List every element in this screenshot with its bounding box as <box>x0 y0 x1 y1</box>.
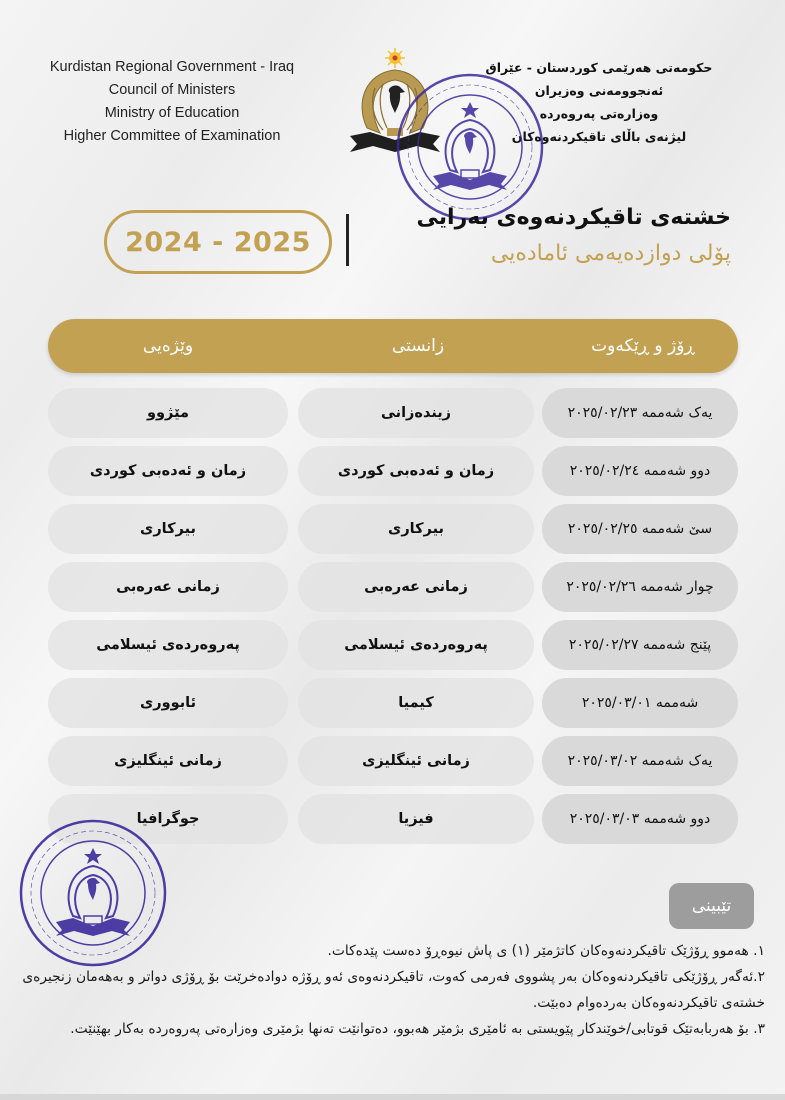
header-ku-line: حکومەتی هەرێمی کوردستان - عێراق <box>485 60 713 75</box>
table-row <box>48 388 738 446</box>
column-header-literary: وێژەیی <box>142 336 194 356</box>
table-row <box>48 678 738 736</box>
literary-subject-cell: پەروەردەی ئیسلامی <box>48 620 288 670</box>
literary-subject-cell: جوگرافیا <box>48 794 288 844</box>
title-block <box>361 200 731 272</box>
science-subject-cell: فیزیا <box>298 794 534 844</box>
page-subtitle: پۆلی دوازدەیەمی ئامادەیی <box>490 241 731 266</box>
science-subject-cell: پەروەردەی ئیسلامی <box>298 620 534 670</box>
date-cell: دوو شەممە ٢٠٢٥/٠٢/٢٤ <box>542 446 738 496</box>
literary-subject-cell: مێژوو <box>48 388 288 438</box>
column-header-science: زانستی <box>391 336 445 356</box>
page-title: خشتەی تاقیکردنەوەی بەرایی <box>416 205 731 230</box>
table-row <box>48 736 738 794</box>
science-subject-cell: بیرکاری <box>298 504 534 554</box>
table-row <box>48 446 738 504</box>
date-cell: چوار شەممە ٢٠٢٥/٠٢/٢٦ <box>542 562 738 612</box>
literary-subject-cell: بیرکاری <box>48 504 288 554</box>
table-row <box>48 620 738 678</box>
literary-subject-cell: زمانی ئینگلیزی <box>48 736 288 786</box>
note-item: ٣. بۆ هەربابەتێک قوتابی/خوێندکار پێویستی بە ئامێری بژمێر هەبوو، دەتوانێت تەنها بژمێری وەزارەتی پەروەردە بەکار بهێنێت. <box>70 1021 765 1037</box>
table-row <box>48 504 738 562</box>
header-ku-line: لیژنەی باڵای تاقیکردنەوەکان <box>511 129 687 144</box>
literary-subject-cell: ئابووری <box>48 678 288 728</box>
date-cell: پێنج شەممە ٢٠٢٥/٠٢/٢٧ <box>542 620 738 670</box>
header-en-line: Kurdistan Regional Government - Iraq <box>49 59 295 75</box>
bottom-bar <box>0 1094 785 1100</box>
note-item: ١. هەموو ڕۆژێک تاقیکردنەوەکان کاتژمێر (١) ی پاش نیوەڕۆ دەست پێدەکات. <box>327 943 765 959</box>
science-subject-cell: زمان و ئەدەبی کوردی <box>298 446 534 496</box>
date-cell: سێ شەممە ٢٠٢٥/٠٢/٢٥ <box>542 504 738 554</box>
notes-label: تێبینی <box>669 883 754 929</box>
table-row <box>48 562 738 620</box>
date-cell: دوو شەممە ٢٠٢٥/٠٣/٠٣ <box>542 794 738 844</box>
schedule-table-header <box>48 319 738 373</box>
literary-subject-cell: زمانی عەرەبی <box>48 562 288 612</box>
science-subject-cell: زمانی عەرەبی <box>298 562 534 612</box>
notes-list <box>5 938 765 1042</box>
header-en-line: Ministry of Education <box>104 105 240 121</box>
date-cell: یەک شەممە ٢٠٢٥/٠٣/٠٢ <box>542 736 738 786</box>
header-ku-line: وەزارەتی پەروەردە <box>539 106 659 121</box>
header-en-line: Council of Ministers <box>108 82 236 98</box>
literary-subject-cell: زمان و ئەدەبی کوردی <box>48 446 288 496</box>
title-divider <box>346 214 349 266</box>
date-cell: شەممە ٢٠٢٥/٠٣/٠١ <box>542 678 738 728</box>
column-header-date: ڕۆژ و ڕێکەوت <box>591 336 695 356</box>
date-cell: یەک شەممە ٢٠٢٥/٠٢/٢٣ <box>542 388 738 438</box>
academic-year-badge: 2024 - 2025 <box>104 210 332 274</box>
science-subject-cell: زمانی ئینگلیزی <box>298 736 534 786</box>
header-ku-line: ئەنجوومەنی وەزیران <box>534 83 664 98</box>
schedule-table-body <box>48 388 738 852</box>
header-en-line: Higher Committee of Examination <box>63 128 281 144</box>
header-english <box>22 56 322 148</box>
science-subject-cell: زیندەزانی <box>298 388 534 438</box>
science-subject-cell: کیمیا <box>298 678 534 728</box>
note-item: ٢.ئەگەر ڕۆژێکی تاقیکردنەوەکان بەر پشووی فەرمی کەوت، تاقیکردنەوەی ئەو ڕۆژە دوادەخرێت بۆ ڕۆژی دواتر و بەهەمان زنجیرەی خشتەی تاقیکردنەوەکان بەردەوام دەبێت. <box>22 969 765 1011</box>
